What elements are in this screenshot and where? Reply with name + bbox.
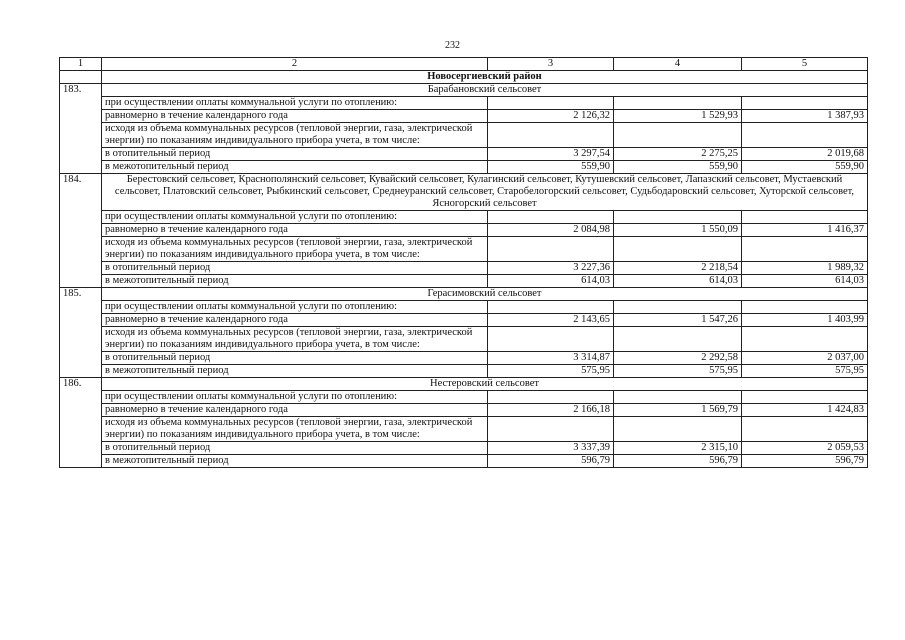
row-label — [102, 237, 488, 262]
section-title-row — [60, 288, 868, 301]
value-cell: 1 403,99 — [742, 314, 868, 327]
row-label-text: равномерно в течение календарного года — [105, 404, 288, 415]
column-header: 4 — [614, 58, 742, 71]
row-label — [102, 110, 488, 123]
value-cell — [488, 211, 614, 224]
value-cell: 3 297,54 — [488, 148, 614, 161]
section-title: Нестеровский сельсовет — [102, 378, 868, 391]
row-label — [102, 417, 488, 442]
value-cell — [742, 97, 868, 110]
section-number: 185. — [60, 288, 102, 378]
value-cell: 614,03 — [488, 275, 614, 288]
value-cell: 614,03 — [742, 275, 868, 288]
table-row — [60, 224, 868, 237]
value-cell: 2 037,00 — [742, 352, 868, 365]
page-number: 232 — [445, 40, 460, 51]
value-cell — [488, 417, 614, 442]
value-cell — [614, 327, 742, 352]
value-cell — [488, 391, 614, 404]
section-title: Барабановский сельсовет — [102, 84, 868, 97]
district-row — [60, 71, 868, 84]
row-label-text: при осуществлении оплаты коммунальной услуги по отоплению: — [105, 211, 398, 222]
empty-cell — [60, 71, 102, 84]
value-cell: 614,03 — [614, 275, 742, 288]
row-label — [102, 262, 488, 275]
table-row — [60, 123, 868, 148]
value-cell: 1 989,32 — [742, 262, 868, 275]
value-cell: 575,95 — [488, 365, 614, 378]
table-row — [60, 391, 868, 404]
column-header: 5 — [742, 58, 868, 71]
value-cell — [488, 301, 614, 314]
section-number: 184. — [60, 174, 102, 288]
value-cell — [614, 97, 742, 110]
value-cell: 2 218,54 — [614, 262, 742, 275]
value-cell — [614, 417, 742, 442]
row-label — [102, 365, 488, 378]
row-label-text: при осуществлении оплаты коммунальной услуги по отоплению: — [105, 301, 398, 312]
row-label-text: при осуществлении оплаты коммунальной услуги по отоплению: — [105, 391, 398, 402]
table-row — [60, 327, 868, 352]
value-cell — [488, 327, 614, 352]
table-row — [60, 161, 868, 174]
row-label-text: исходя из объема коммунальных ресурсов (тепловой энергии, газа, электрической энергии) по показаниям индивидуального прибора учета, в том числе: — [105, 327, 473, 350]
value-cell: 2 143,65 — [488, 314, 614, 327]
value-cell: 2 275,25 — [614, 148, 742, 161]
district-title: Новосергиевский район — [102, 71, 868, 84]
value-cell: 2 292,58 — [614, 352, 742, 365]
section-title-row — [60, 174, 868, 211]
row-label-text: исходя из объема коммунальных ресурсов (тепловой энергии, газа, электрической энергии) по показаниям индивидуального прибора учета, в том числе: — [105, 123, 473, 146]
column-header: 2 — [102, 58, 488, 71]
value-cell: 2 166,18 — [488, 404, 614, 417]
section-title-row — [60, 84, 868, 97]
value-cell — [488, 97, 614, 110]
value-cell — [614, 123, 742, 148]
column-header: 1 — [60, 58, 102, 71]
value-cell: 1 416,37 — [742, 224, 868, 237]
table-row — [60, 455, 868, 468]
row-label-text: исходя из объема коммунальных ресурсов (тепловой энергии, газа, электрической энергии) по показаниям индивидуального прибора учета, в том числе: — [105, 237, 473, 260]
row-label-text: в отопительный период — [105, 148, 211, 159]
row-label-text: равномерно в течение календарного года — [105, 224, 288, 235]
value-cell — [742, 301, 868, 314]
section-title: Берестовский сельсовет, Краснополянский сельсовет, Кувайский сельсовет, Кулагинский сельсовет, Кутушевский сельсовет, Лапазский сельсовет, Мустаевский сельсовет, Платовский сельсовет, Рыбкинский сельсовет, Среднеуранский сельсовет, Старобелогорский сельсовет, Судьбодаровский сельсовет, Хуторской сельсовет, Ясногорский сельсовет — [102, 174, 868, 211]
value-cell: 2 084,98 — [488, 224, 614, 237]
table-row — [60, 148, 868, 161]
value-cell — [488, 123, 614, 148]
value-cell: 3 337,39 — [488, 442, 614, 455]
value-cell — [614, 237, 742, 262]
table-row — [60, 442, 868, 455]
row-label-text: в межотопительный период — [105, 161, 229, 172]
value-cell: 1 529,93 — [614, 110, 742, 123]
section-title-row — [60, 378, 868, 391]
column-header: 3 — [488, 58, 614, 71]
row-label — [102, 161, 488, 174]
value-cell: 596,79 — [488, 455, 614, 468]
row-label-text: равномерно в течение календарного года — [105, 314, 288, 325]
value-cell: 2 315,10 — [614, 442, 742, 455]
value-cell — [614, 211, 742, 224]
row-label — [102, 327, 488, 352]
row-label — [102, 123, 488, 148]
row-label — [102, 352, 488, 365]
row-label — [102, 275, 488, 288]
row-label-text: исходя из объема коммунальных ресурсов (тепловой энергии, газа, электрической энергии) по показаниям индивидуального прибора учета, в том числе: — [105, 417, 473, 440]
value-cell: 575,95 — [614, 365, 742, 378]
table-row — [60, 110, 868, 123]
row-label — [102, 224, 488, 237]
value-cell: 1 550,09 — [614, 224, 742, 237]
value-cell — [614, 391, 742, 404]
section-number: 186. — [60, 378, 102, 468]
row-label — [102, 148, 488, 161]
value-cell: 2 019,68 — [742, 148, 868, 161]
value-cell: 1 569,79 — [614, 404, 742, 417]
row-label — [102, 455, 488, 468]
row-label — [102, 391, 488, 404]
value-cell — [742, 391, 868, 404]
row-label — [102, 404, 488, 417]
value-cell: 3 314,87 — [488, 352, 614, 365]
table-row — [60, 365, 868, 378]
section-title: Герасимовский сельсовет — [102, 288, 868, 301]
table-row — [60, 97, 868, 110]
value-cell — [742, 237, 868, 262]
row-label — [102, 442, 488, 455]
table-row — [60, 237, 868, 262]
value-cell: 1 547,26 — [614, 314, 742, 327]
row-label-text: в межотопительный период — [105, 365, 229, 376]
value-cell — [488, 237, 614, 262]
row-label-text: в отопительный период — [105, 352, 211, 363]
row-label-text: в межотопительный период — [105, 275, 229, 286]
row-label-text: равномерно в течение календарного года — [105, 110, 288, 121]
value-cell: 559,90 — [742, 161, 868, 174]
row-label — [102, 97, 488, 110]
row-label-text: в отопительный период — [105, 262, 211, 273]
row-label-text: при осуществлении оплаты коммунальной услуги по отоплению: — [105, 97, 398, 108]
value-cell — [742, 327, 868, 352]
row-label — [102, 211, 488, 224]
value-cell: 559,90 — [614, 161, 742, 174]
tariff-table — [59, 57, 868, 468]
table-row — [60, 275, 868, 288]
value-cell: 575,95 — [742, 365, 868, 378]
value-cell: 1 424,83 — [742, 404, 868, 417]
value-cell: 1 387,93 — [742, 110, 868, 123]
value-cell — [742, 123, 868, 148]
value-cell — [742, 417, 868, 442]
column-header-row — [60, 58, 868, 71]
value-cell — [614, 301, 742, 314]
table-row — [60, 314, 868, 327]
row-label-text: в межотопительный период — [105, 455, 229, 466]
row-label — [102, 314, 488, 327]
table-row — [60, 301, 868, 314]
table-row — [60, 211, 868, 224]
value-cell: 2 126,32 — [488, 110, 614, 123]
table-row — [60, 262, 868, 275]
table-row — [60, 404, 868, 417]
value-cell: 3 227,36 — [488, 262, 614, 275]
table-row — [60, 417, 868, 442]
value-cell — [742, 211, 868, 224]
value-cell: 559,90 — [488, 161, 614, 174]
value-cell: 2 059,53 — [742, 442, 868, 455]
table-row — [60, 352, 868, 365]
section-number: 183. — [60, 84, 102, 174]
row-label — [102, 301, 488, 314]
row-label-text: в отопительный период — [105, 442, 211, 453]
value-cell: 596,79 — [614, 455, 742, 468]
value-cell: 596,79 — [742, 455, 868, 468]
